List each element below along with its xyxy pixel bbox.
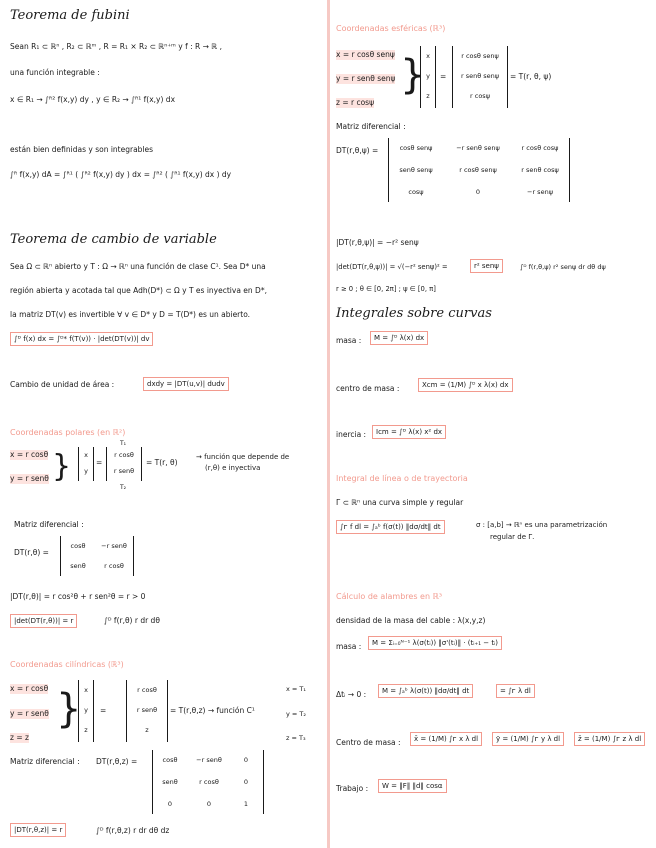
area-box: dxdy = |DT(u,v)| dudv: [143, 377, 229, 391]
polares-matriz-label: Matriz diferencial :: [14, 520, 84, 529]
alambres-lim-box1: M = ∫ₐᵇ λ(σ(t)) ‖dσ/dt‖ dt: [378, 684, 473, 698]
cambio-title: Teorema de cambio de variable: [10, 232, 217, 247]
esfericas-title: Coordenadas esféricas (ℝ³): [336, 24, 446, 33]
cil-side-3: z = T₃: [286, 734, 306, 742]
cil-side-1: x = T₁: [286, 685, 307, 693]
curvas-centro-box: Xcm = (1/M) ∫ᴰ x λ(x) dx: [418, 378, 513, 392]
linea-line1: Γ ⊂ ℝⁿ una curva simple y regular: [336, 498, 464, 507]
alambres-masa-label: masa :: [336, 642, 362, 651]
esf-vector-right: r cosθ senψ r senθ senψ r cosψ: [452, 46, 508, 108]
esf-matriz-label: Matriz diferencial :: [336, 122, 406, 131]
curvas-masa-box: M = ∫ᴰ λ(x) dx: [370, 331, 428, 345]
alambres-lim-box2: = ∫ᴦ λ dl: [496, 684, 535, 698]
polares-det-box: |det(DT(r,θ))| = r: [10, 614, 77, 628]
cil-brace: }: [56, 686, 82, 732]
curvas-centro-label: centro de masa :: [336, 384, 400, 393]
column-divider: [327, 0, 330, 848]
polares-dt-label: DT(r,θ) =: [14, 548, 49, 557]
polares-note2: (r,θ) e inyectiva: [205, 464, 261, 472]
cil-y: y = r senθ: [10, 709, 49, 718]
alambres-trabajo-label: Trabajo :: [336, 784, 369, 793]
polares-x: x = r cosθ: [10, 450, 49, 459]
cil-vector-right: r cosθ r senθ z: [126, 680, 168, 742]
esf-matrix: cosθ senψ −r senθ senψ r cosθ cosψ senθ senψ r cosθ senψ r senθ cosψ cosψ 0 −r senψ: [388, 138, 570, 202]
alambres-lim-label: Δtᵢ → 0 :: [336, 690, 367, 699]
curvas-masa-label: masa :: [336, 336, 362, 345]
polares-det: |DT(r,θ)| = r cos²θ + r sen²θ = r > 0: [10, 592, 146, 601]
curvas-inercia-box: Icm = ∫ᴰ λ(x) x² dx: [372, 425, 446, 439]
cil-det-box: |DT(r,θ,z)| = r: [10, 823, 66, 837]
esf-brace: }: [400, 52, 426, 98]
cambio-line1: Sea Ω ⊂ ℝⁿ abierto y T : Ω → ℝⁿ una función de clase C¹. Sea D* una: [10, 262, 266, 271]
fubini-line2: una función integrable :: [10, 68, 100, 77]
cil-eq: = T(r,θ,z) → función C¹: [170, 706, 255, 715]
cil-z: z = z: [10, 733, 29, 742]
alambres-cm-x: x̄ = (1/M) ∫ᴦ x λ dl: [410, 732, 482, 746]
alambres-masa-box: M = Σᵢ₌₀ᴺ⁻¹ λ(σ(tᵢ)) ‖σ'(tᵢ)‖ · (tᵢ₊₁ − tᵢ): [368, 636, 502, 650]
polares-vector-right: r cosθ r senθ: [106, 447, 142, 481]
alambres-cm-label: Centro de masa :: [336, 738, 401, 747]
cambio-formula-box: ∫ᴰ f(x) dx = ∫ᴰ* f(T(v)) · |det(DT(v))| dv: [10, 332, 153, 346]
polares-vector-left: x y: [78, 447, 94, 481]
esf-cond: r ≥ 0 ; θ ∈ [0, 2π] ; ψ ∈ [0, π]: [336, 285, 436, 293]
polares-integral: ∫ᴰ f(r,θ) r dr dθ: [104, 616, 160, 625]
esf-vector-left: x y z: [420, 46, 436, 108]
curvas-inercia-label: inercia :: [336, 430, 367, 439]
polares-note1: → función que depende de: [196, 453, 290, 461]
esf-dt-label: DT(r,θ,ψ) =: [336, 146, 379, 155]
linea-box: ∫ᴦ f dl = ∫ₐᵇ f(σ(t)) ‖dσ/dt‖ dt: [336, 520, 445, 534]
esf-eq: = T(r, θ, ψ): [510, 72, 552, 81]
fubini-line4: están bien definidas y son integrables: [10, 145, 154, 154]
esf-y: y = r senθ senψ: [336, 74, 396, 83]
linea-note2: regular de Γ.: [490, 533, 535, 541]
linea-title: Integral de línea o de trayectoria: [336, 474, 468, 483]
alambres-densidad: densidad de la masa del cable : λ(x,y,z): [336, 616, 486, 625]
polares-title: Coordenadas polares (en ℝ²): [10, 428, 126, 437]
cil-integral: ∫ᴰ f(r,θ,z) r dr dθ dz: [96, 826, 170, 835]
cil-dt-label: DT(r,θ,z) =: [96, 757, 138, 766]
cil-x: x = r cosθ: [10, 684, 49, 693]
cambio-line2: región abierta y acotada tal que Adh(D*) ⊂ Ω y T es inyectiva en D*,: [10, 286, 267, 295]
esf-det-box: r² senψ: [470, 259, 503, 273]
esf-integral: ∫ᴰ f(r,θ,ψ) r² senψ dr dθ dψ: [520, 263, 606, 271]
cil-side-2: y = T₂: [286, 710, 307, 718]
cil-matriz-label: Matriz diferencial :: [10, 757, 80, 766]
fubini-line1: Sean R₁ ⊂ ℝⁿ , R₂ ⊂ ℝᵐ , R = R₁ × R₂ ⊂ ℝⁿ⁺ᵐ y f : R → ℝ ,: [10, 42, 222, 51]
fubini-title: Teorema de fubini: [10, 8, 130, 23]
esf-z: z = r cosψ: [336, 98, 375, 107]
alambres-title: Cálculo de alambres en ℝ³: [336, 592, 443, 601]
cil-matrix: cosθ −r senθ 0 senθ r cosθ 0 0 0 1: [152, 750, 264, 814]
alambres-cm-z: z̄ = (1/M) ∫ᴦ z λ dl: [574, 732, 645, 746]
fubini-formula: ∫ᴿ f(x,y) dA = ∫ᴿ¹ ( ∫ᴿ² f(x,y) dy ) dx = ∫ᴿ² ( ∫ᴿ¹ f(x,y) dx ) dy: [10, 170, 232, 179]
polares-y: y = r senθ: [10, 474, 49, 483]
fubini-line3: x ∈ R₁ → ∫ᴿ² f(x,y) dy , y ∈ R₂ → ∫ᴿ¹ f(x,y) dx: [10, 95, 176, 104]
alambres-cm-y: ȳ = (1/M) ∫ᴦ y λ dl: [492, 732, 564, 746]
esf-x: x = r cosθ senψ: [336, 50, 395, 59]
alambres-trabajo-box: W = ‖F‖ ‖d‖ cosα: [378, 779, 447, 793]
esf-det2: |det(DT(r,θ,ψ))| = √(−r² senψ)² =: [336, 263, 448, 271]
cil-vector-left: x y z: [78, 680, 94, 742]
polares-brace: }: [52, 449, 72, 484]
polares-t2: T₂: [120, 484, 127, 491]
area-label: Cambio de unidad de área :: [10, 380, 115, 389]
esf-det1: |DT(r,θ,ψ)| = −r² senψ: [336, 238, 419, 247]
curvas-title: Integrales sobre curvas: [336, 306, 492, 321]
polares-t1: T₁: [120, 440, 127, 447]
cilindricas-title: Coordenadas cilíndricas (ℝ³): [10, 660, 124, 669]
polares-eq: = T(r, θ): [146, 458, 178, 467]
cambio-line3: la matriz DT(v) es invertible ∀ v ∈ D* y D = T(D*) es un abierto.: [10, 310, 251, 319]
polares-matrix: cosθ −r senθ senθ r cosθ: [60, 536, 134, 576]
linea-note1: σ : [a,b] → ℝⁿ es una parametrización: [476, 521, 608, 529]
